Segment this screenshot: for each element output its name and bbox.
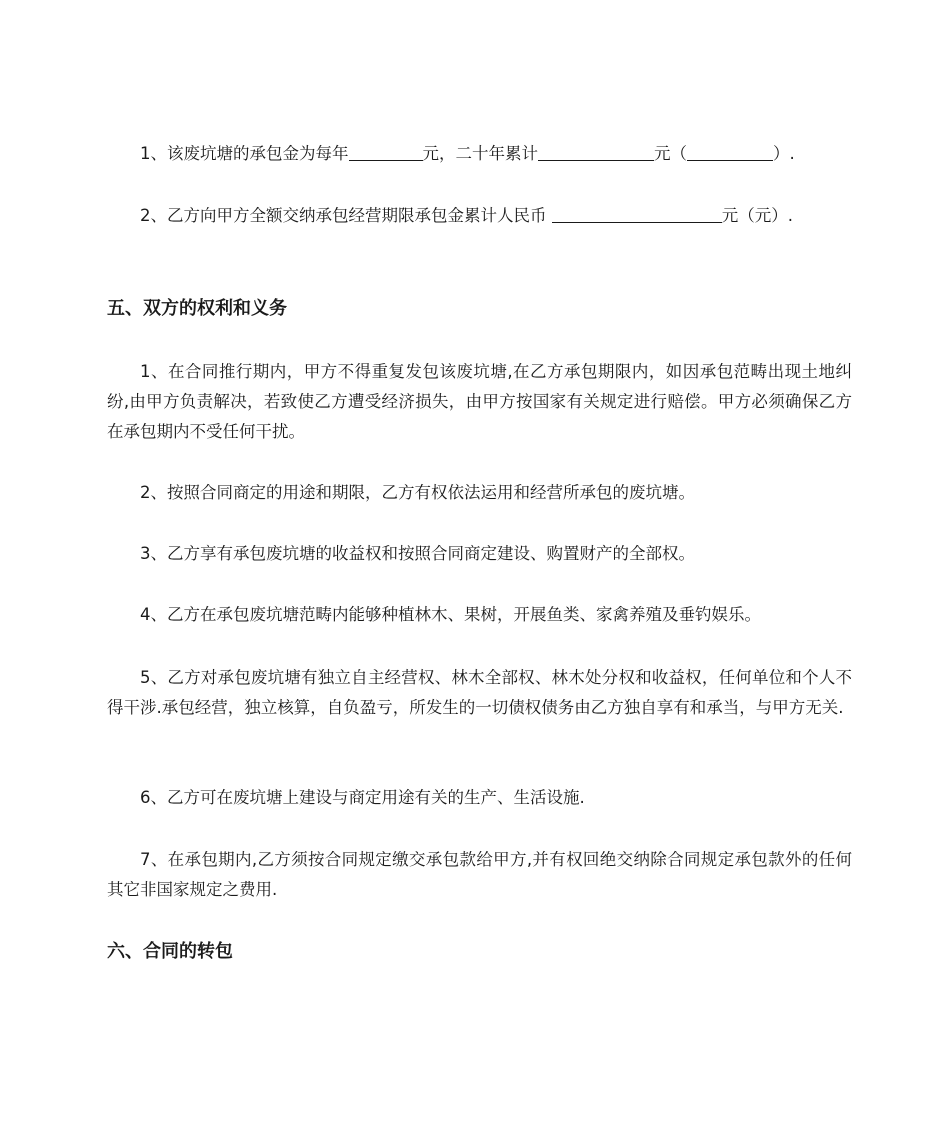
annual-fee-blank[interactable]	[349, 142, 423, 161]
fee-clause-1	[107, 139, 852, 169]
rights-item-6: 6、乙方可在废坑塘上建设与商定用途有关的生产、生活设施.	[140, 788, 585, 807]
section-5-heading: 五、双方的权利和义务	[107, 298, 287, 319]
section-6-heading: 六、合同的转包	[107, 941, 233, 962]
fee-clause-1-text-c: 元（	[654, 144, 687, 163]
total-fee-blank[interactable]	[538, 142, 654, 161]
fee-clause-1-text-b: 元，二十年累计	[422, 144, 538, 163]
rights-item-4: 4、乙方在承包废坑塘范畴内能够种植林木、果树，开展鱼类、家禽养殖及垂钓娱乐。	[140, 605, 761, 624]
fee-clause-2-text-b: 元（元）.	[721, 206, 793, 225]
rights-item-7: 7、在承包期内,乙方须按合同规定缴交承包款给甲方,并有权回绝交纳除合同规定承包款外的任何其它非国家规定之费用.	[107, 850, 852, 899]
rights-item-3: 3、乙方享有承包废坑塘的收益权和按照合同商定建设、购置财产的全部权。	[140, 544, 695, 563]
total-fee-words-blank[interactable]	[687, 142, 773, 161]
fee-clause-2-text-a: 2、乙方向甲方全额交纳承包经营期限承包金累计人民币	[140, 206, 547, 225]
fee-clause-1-text-d: ）.	[773, 144, 795, 163]
fee-clause-1-text-a: 1、该废坑塘的承包金为每年	[140, 144, 349, 163]
rights-item-5: 5、乙方对承包废坑塘有独立自主经营权、林木全部权、林木处分权和收益权，任何单位和个人不得干涉.承包经营，独立核算，自负盈亏，所发生的一切债权债务由乙方独自享有和承当，与甲方无关.	[107, 668, 852, 717]
cumulative-fee-blank[interactable]	[552, 204, 722, 223]
fee-clause-2	[107, 201, 852, 231]
rights-item-1: 1、在合同推行期内，甲方不得重复发包该废坑塘,在乙方承包期限内，如因承包范畴出现土地纠纷,由甲方负责解决，若致使乙方遭受经济损失，由甲方按国家有关规定进行赔偿。甲方必须确保乙方在承包期内不受任何干扰。	[107, 362, 852, 441]
rights-item-2: 2、按照合同商定的用途和期限，乙方有权依法运用和经营所承包的废坑塘。	[140, 483, 695, 502]
